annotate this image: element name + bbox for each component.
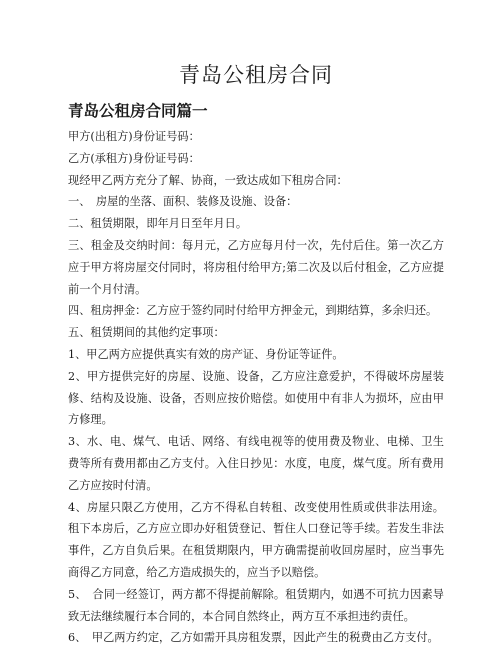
clause-1-property: 一、 房屋的坐落、面积、装修及设施、设备： xyxy=(68,195,298,209)
clause-2-term: 二、租赁期限，即年月日至年月日。 xyxy=(68,217,248,231)
term-5-termination: 5、 合同一经签订，两方都不得提前解除。租赁期内，如遇不可抗力因素导致无法继续履行本合同的，本合同自然终止，两方互不承担违约责任。 xyxy=(68,587,444,623)
clause-5-other-terms: 五、租赁期间的其他约定事项： xyxy=(68,326,225,340)
term-4-usage: 4、房屋只限乙方使用，乙方不得私自转租、改变使用性质或供非法用途。租下本房后，乙方应立即办好租赁登记、暂住人口登记等手续。若发生非法事件，乙方自负后果。在租赁期限内，甲方确需提前收回房屋时，应当事先商得乙方同意，给乙方造成损失的，应当予以赔偿。 xyxy=(68,500,444,579)
term-1-documents: 1、甲乙两方应提供真实有效的房产证、身份证等证件。 xyxy=(68,347,344,361)
term-3-utilities: 3、水、电、煤气、电话、网络、有线电视等的使用费及物业、电梯、卫生费等所有费用都由乙方支付。入住日抄见：水度，电度，煤气度。所有费用乙方应按时付清。 xyxy=(68,435,444,492)
preamble-paragraph: 现经甲乙两方充分了解、协商，一致达成如下租房合同： xyxy=(68,173,348,187)
clause-3-rent: 三、租金及交纳时间：每月元，乙方应每月付一次，先付后住。第一次乙方应于甲方将房屋交付同时，将房租付给甲方;第二次及以后付租金，乙方应提前一个月付清。 xyxy=(68,238,444,296)
section-heading: 青岛公租房合同篇一 xyxy=(68,101,208,120)
clause-4-deposit: 四、租房押金：乙方应于签约同时付给甲方押金元，到期结算，多余归还。 xyxy=(68,304,438,318)
term-2-maintenance: 2、甲方提供完好的房屋、设施、设备，乙方应注意爱护，不得破坏房屋装修、结构及设施、设备，否则应按价赔偿。如使用中有非人为损坏，应由甲方修理。 xyxy=(68,369,444,427)
contract-body xyxy=(68,126,444,649)
term-6-invoice: 6、 甲乙两方约定，乙方如需开具房租发票，因此产生的税费由乙方支付。 xyxy=(68,631,439,645)
party-b-id-line: 乙方(承租方)身份证号码： xyxy=(68,151,200,165)
party-a-id-line: 甲方(出租方)身份证号码： xyxy=(68,130,200,143)
document-title: 青岛公租房合同 xyxy=(179,63,333,87)
